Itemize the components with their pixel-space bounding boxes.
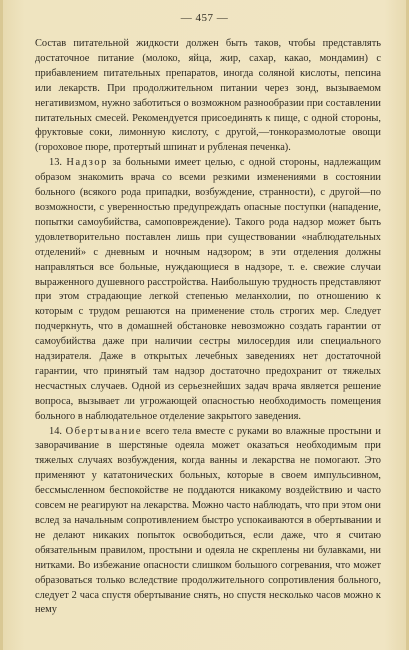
paragraph-text: всего тела вместе с руками во влажные простыни и заворачивание в шерстяные одеяла может оказаться необходимым при тяжелых случаях возбуждения, когда ванны и лекарства не помогают. Это применяют у кататонических больных, которые в своем импульсивном, бессмысленном беспокойстве не поддаются никакому воздействию и часто совсем не реагируют на лекарства. Можно часто наблюдать, что при этом они вслед за начальным сопротивлением быстро успокаиваются в обертывании и не делают никаких попыток освободиться, если даже, что я считаю обязательным правилом, простыни и одеяла не скреплены ни булавками, ни нитками. Во избежание опасности слишком большого согревания, что может образоваться только вследствие продолжительного сопротивления больного, следует 2 часа спустя обертывание снять, но спустя несколько часов можно к нему [35, 425, 381, 616]
paragraph-supervision [35, 156, 381, 424]
paragraph-wrapping [35, 425, 381, 619]
paragraph-text: за больными имеет целью, с одной стороны, надлежащим образом знакомить врача со всеми резкими изменениями в состоянии больного (всякого рода припадки, возбуждение, странности), с другой—по возможности, с уверенностью предупреждать опасные поступки (нападение, попытки самоубийства, самоповреждение). Такого рода надзор может быть удовлетворительно поставлен лишь при существовании «наблюдательных отделений» с дневным и ночным надзором; в эти отделения должны направляться все больные, нуждающиеся в надзоре, т. е. свежие случаи выраженного душевного расстройства. Наибольшую трудность представляют при этом страдающие легкой степенью меланхолии, по отношению к которым с трудом решаются на применение столь строгих мер. Следует подчеркнуть, что в домашней обстановке невозможно создать гарантии от самоубийства даже при наличии сестры милосердия или специального надзирателя. Даже в открытых лечебных заведениях нет достаточной гарантии, что принятый там надзор достаточно предохранит от тяжелых несчастных случаев. Одной из серьезнейших задач врача является решение вопроса, вызывает ли угрожающей опасностью необходимость помещения больного в наблюдательное отделение закрытого заведения. [35, 157, 381, 422]
page-number: — 457 — [180, 12, 229, 24]
body-text [35, 37, 381, 618]
paragraph-text: Состав питательной жидкости должен быть таков, чтобы представлять достаточное питание (молоко, яйца, жир, сахар, какао, мондамин) с прибавлением питательных препаратов, иногда соляной кислоты, пепсина или лекарств. При продолжительном питании через зонд, вызываемом негативизмом, нужно заботиться о возможном разнообразии при составлении питательных смесей. Рекомендуется присоединять к пище, с одной стороны, фруктовые соки, лимонную кислоту, с другой,—тонкоразмолотые овощи (гороховое пюре, протертый шпинат и рубленая печенка). [35, 38, 381, 154]
section-term: Обертывание [65, 425, 143, 437]
page-edge-left [0, 0, 3, 650]
section-term: Надзор [66, 157, 108, 169]
paragraph-nutrition [35, 37, 381, 156]
section-number: 14. [49, 425, 62, 437]
section-number: 13. [49, 157, 62, 169]
